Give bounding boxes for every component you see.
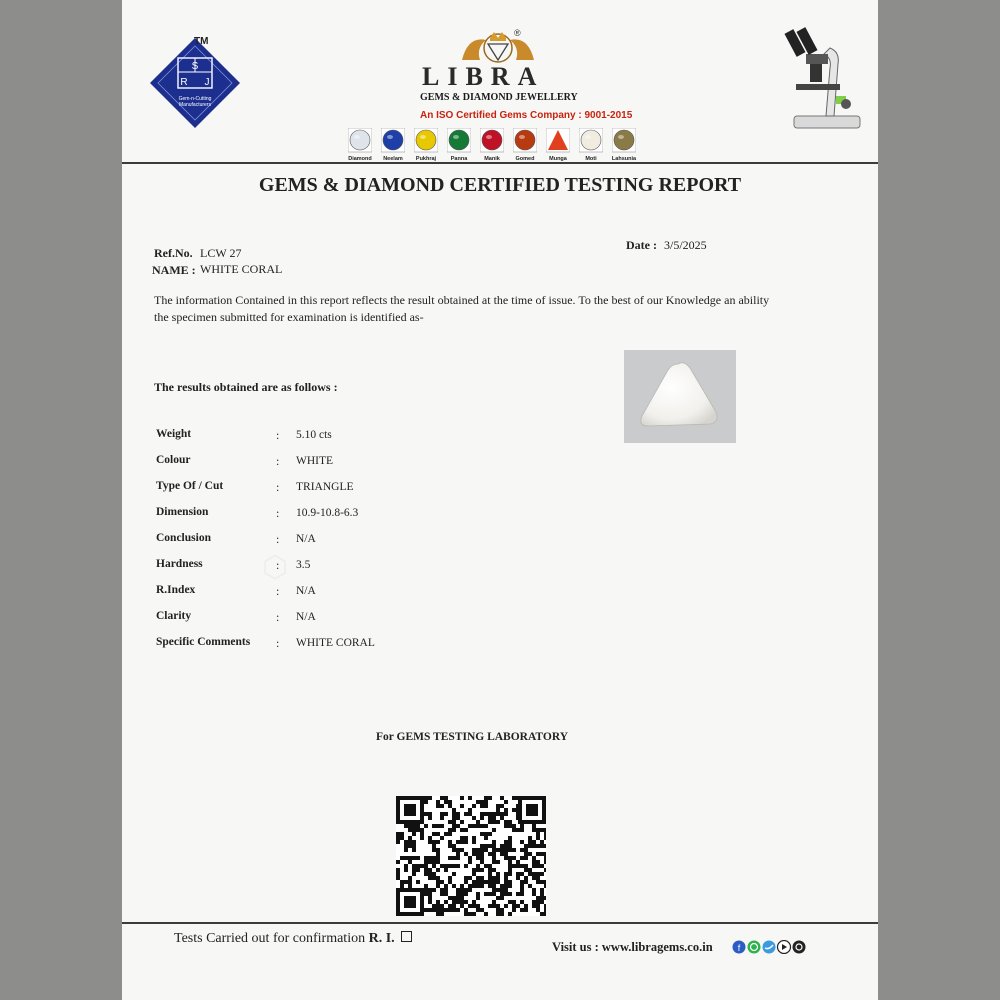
name-value: WHITE CORAL	[200, 262, 283, 276]
property-label: Dimension	[156, 506, 209, 518]
srj-letter-s: S	[191, 61, 199, 72]
property-colon: :	[276, 558, 280, 572]
property-colon: :	[276, 428, 280, 442]
qr-code-icon	[396, 796, 546, 916]
property-colon: :	[276, 506, 280, 520]
property-value: WHITE CORAL	[296, 637, 375, 649]
property-value: N/A	[296, 585, 316, 597]
tests-ri: R. I.	[368, 931, 395, 946]
ref-value: LCW 27	[200, 246, 242, 260]
lab-signature-line: For GEMS TESTING LABORATORY	[376, 731, 569, 743]
checkbox-icon	[401, 931, 412, 942]
date-label: Date :	[626, 238, 657, 252]
property-colon: :	[276, 454, 280, 468]
date-value: 3/5/2025	[664, 238, 707, 252]
instagram-icon[interactable]	[793, 941, 806, 954]
libra-brand: LIBRA	[422, 62, 545, 91]
white-coral-stone-icon	[624, 350, 736, 443]
libra-subtitle: GEMS & DIAMOND JEWELLERY	[420, 92, 578, 103]
twitter-icon[interactable]	[763, 941, 776, 954]
tests-text: Tests Carried out for confirmation	[174, 931, 366, 946]
property-value: WHITE	[296, 455, 334, 467]
srj-caption-1: Gem-n-Cutting	[178, 96, 212, 102]
certificate-page	[122, 0, 878, 1000]
property-label: Hardness	[156, 558, 203, 570]
whatsapp-icon[interactable]	[748, 941, 761, 954]
property-value: TRIANGLE	[296, 481, 354, 493]
iso-certification: An ISO Certified Gems Company : 9001-2015	[420, 110, 633, 121]
header-divider	[122, 162, 878, 164]
facebook-icon[interactable]	[733, 941, 746, 954]
microscope-icon	[776, 24, 866, 134]
svg-text:f: f	[737, 943, 741, 953]
results-heading: The results obtained are as follows :	[154, 380, 338, 394]
property-label: Weight	[156, 428, 192, 440]
gem-label: Moti	[585, 156, 597, 162]
gem-icon	[579, 128, 603, 154]
property-label: Conclusion	[156, 532, 211, 544]
property-colon: :	[276, 610, 280, 624]
gem-label: Munga	[549, 156, 567, 162]
gem-icon	[612, 128, 636, 154]
gem-icon	[414, 128, 438, 154]
property-colon: :	[276, 584, 280, 598]
gem-icon	[546, 128, 570, 154]
gem-icon	[348, 128, 372, 154]
stone-photo	[624, 350, 736, 443]
srj-logo-icon	[148, 36, 242, 130]
property-value: 5.10 cts	[296, 429, 332, 441]
info-paragraph: The information Contained in this report reflects the result obtained at the time of issue. To the best of our Knowledge an ability the specimen submitted for examination is identified as-	[154, 293, 770, 324]
gem-label: Lahsunia	[611, 156, 637, 162]
registered-mark: ®	[514, 28, 521, 38]
gem-label: Neelam	[383, 156, 403, 162]
report-title: GEMS & DIAMOND CERTIFIED TESTING REPORT	[258, 174, 742, 196]
property-colon: :	[276, 636, 280, 650]
property-value: 10.9-10.8-6.3	[296, 507, 359, 519]
srj-letter-r: R	[180, 77, 188, 88]
property-label: Specific Comments	[156, 636, 251, 648]
property-colon: :	[276, 480, 280, 494]
gem-label: Diamond	[348, 156, 372, 162]
gem-label: Manik	[484, 156, 500, 162]
visit-website[interactable]: Visit us : www.libragems.co.in	[552, 940, 713, 954]
trademark-mark: TM	[194, 36, 209, 47]
name-label: NAME :	[152, 263, 196, 277]
property-value: 3.5	[296, 559, 311, 571]
srj-caption-2: Manufacturers	[179, 102, 211, 108]
gem-icon	[447, 128, 471, 154]
property-value: N/A	[296, 533, 316, 545]
property-value: N/A	[296, 611, 316, 623]
gem-icon	[480, 128, 504, 154]
property-label: R.Index	[156, 584, 196, 596]
property-colon: :	[276, 532, 280, 546]
ref-label: Ref.No.	[154, 246, 193, 260]
gem-icon	[513, 128, 537, 154]
gem-label: Gomed	[515, 156, 535, 162]
tests-note	[174, 931, 412, 947]
property-label: Clarity	[156, 610, 192, 622]
gem-icon	[381, 128, 405, 154]
footer-divider	[122, 922, 878, 924]
gem-label: Pukhraj	[415, 156, 437, 162]
property-label: Type Of / Cut	[156, 480, 224, 492]
srj-letter-j: J	[204, 77, 210, 88]
social-icons	[732, 940, 808, 954]
gem-label: Panna	[450, 156, 468, 162]
property-label: Colour	[156, 454, 191, 466]
youtube-icon[interactable]	[778, 941, 791, 954]
